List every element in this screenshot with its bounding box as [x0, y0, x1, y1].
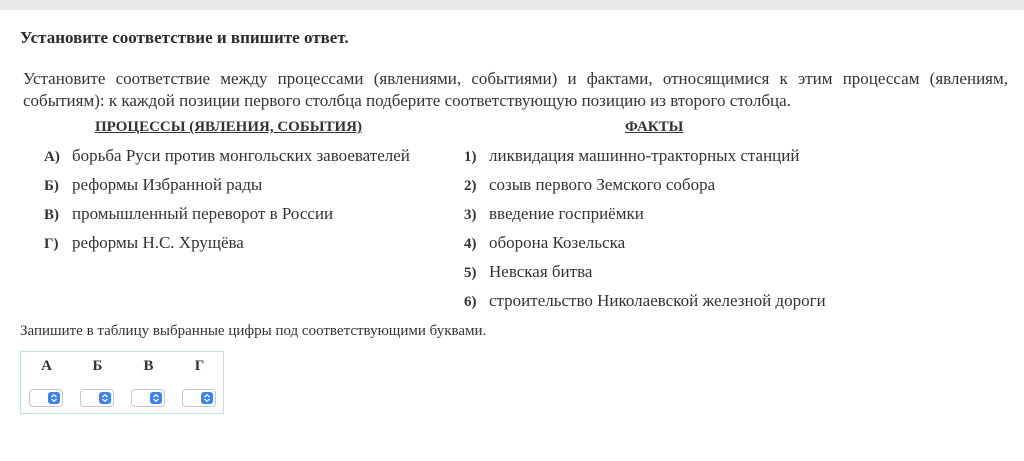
- fact-key: 2): [464, 178, 477, 194]
- fact-text: введение госприёмки: [489, 204, 644, 223]
- answer-column-a: [21, 352, 72, 415]
- updown-chevron-icon: [201, 392, 213, 404]
- process-text: реформы Н.С. Хрущёва: [72, 233, 244, 252]
- fact-key: 3): [464, 207, 477, 223]
- fact-item: [464, 291, 826, 311]
- answer-select-v[interactable]: [131, 389, 165, 407]
- fact-text: строительство Николаевской железной дороги: [489, 291, 826, 310]
- process-item: [44, 146, 410, 166]
- answer-letter: А: [41, 358, 52, 374]
- process-text: борьба Руси против монгольских завоевателей: [72, 146, 410, 165]
- fact-item: [464, 175, 715, 195]
- fact-key: 1): [464, 149, 477, 165]
- fact-text: ликвидация машинно-тракторных станций: [489, 146, 800, 165]
- answer-column-g: [174, 352, 225, 415]
- fact-item: [464, 146, 799, 166]
- answer-column-v: [123, 352, 174, 415]
- answer-letter: Б: [92, 358, 103, 374]
- answer-select-g[interactable]: [182, 389, 216, 407]
- answer-select-b[interactable]: [80, 389, 114, 407]
- process-key: В): [44, 207, 59, 223]
- process-item: [44, 233, 244, 253]
- answer-letter: В: [143, 358, 154, 374]
- fact-key: 6): [464, 294, 477, 310]
- fact-key: 4): [464, 236, 477, 252]
- updown-chevron-icon: [48, 392, 60, 404]
- processes-column-header: ПРОЦЕССЫ (ЯВЛЕНИЯ, СОБЫТИЯ): [95, 119, 362, 135]
- process-key: А): [44, 149, 60, 165]
- process-item: [44, 175, 262, 195]
- answer-instruction: Запишите в таблицу выбранные цифры под соответствующими буквами.: [20, 323, 487, 339]
- facts-column-header: ФАКТЫ: [625, 119, 684, 135]
- answer-column-b: [72, 352, 123, 415]
- fact-item: [464, 204, 644, 224]
- fact-text: оборона Козельска: [489, 233, 626, 252]
- process-text: реформы Избранной рады: [72, 175, 263, 194]
- answer-table: [20, 351, 224, 414]
- answer-letter: Г: [194, 358, 205, 374]
- process-key: Б): [44, 178, 59, 194]
- process-text: промышленный переворот в России: [72, 204, 334, 223]
- fact-text: созыв первого Земского собора: [489, 175, 716, 194]
- process-key: Г): [44, 236, 59, 252]
- task-heading: Установите соответствие и впишите ответ.: [20, 28, 349, 47]
- top-bar: [0, 0, 1024, 10]
- fact-text: Невская битва: [489, 262, 593, 281]
- updown-chevron-icon: [150, 392, 162, 404]
- process-item: [44, 204, 333, 224]
- fact-key: 5): [464, 265, 477, 281]
- answer-select-a[interactable]: [29, 389, 63, 407]
- task-instruction: Установите соответствие между процессами (явлениями, событиями) и фактами, относящимися к этим процессам (явлениям, событиям): к каждой позиции первого столбца подберите соответствующую позицию из второго столбца.: [23, 69, 1008, 110]
- updown-chevron-icon: [99, 392, 111, 404]
- fact-item: [464, 233, 625, 253]
- fact-item: [464, 262, 592, 282]
